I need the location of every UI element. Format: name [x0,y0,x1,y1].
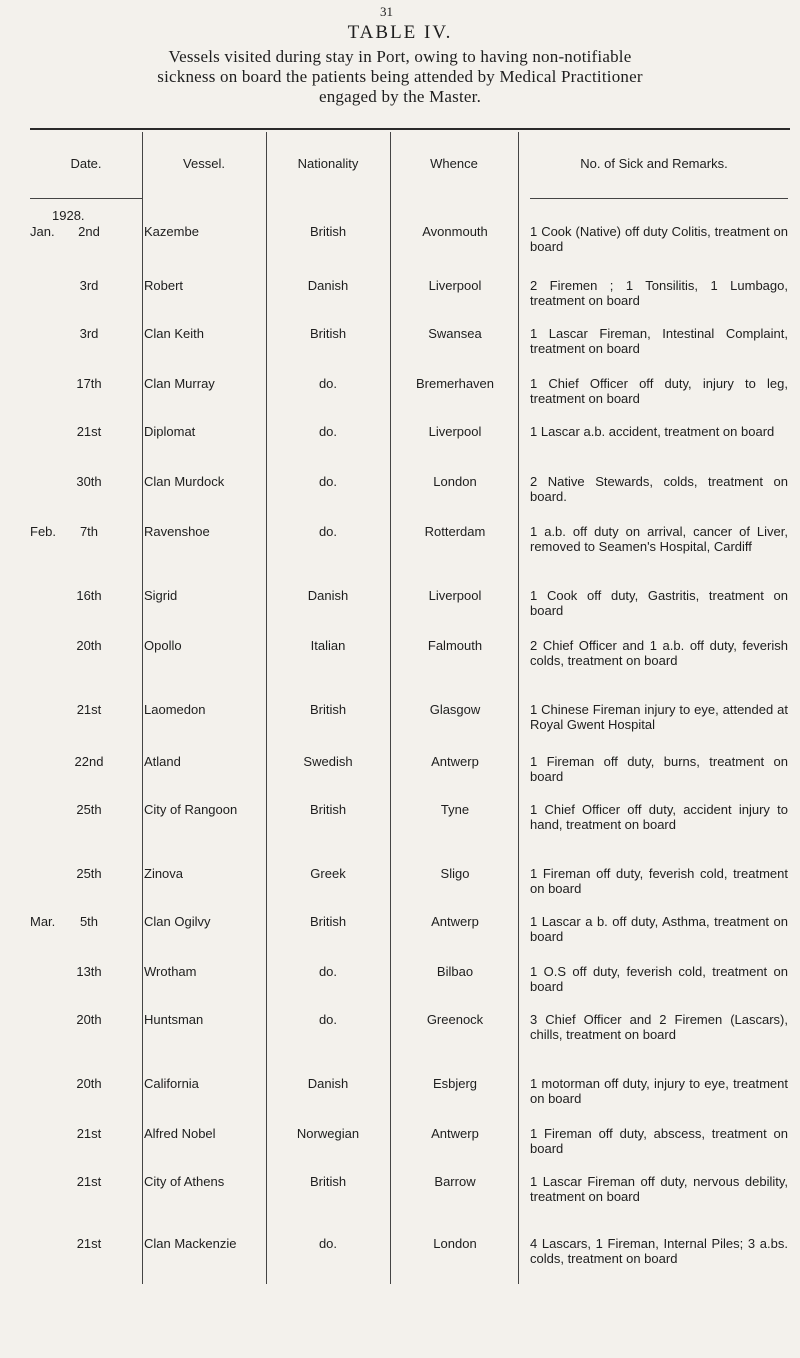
vessel-name: Clan Murray [144,376,215,391]
whence: Liverpool [428,424,482,439]
nationality: Norwegian [296,1126,360,1141]
nationality: do. [318,1012,338,1027]
nationality: British [309,802,347,817]
whence: Bremerhaven [415,376,495,391]
column-divider [518,132,519,1284]
nationality: Greek [310,866,346,881]
date-day: 20th [76,1012,102,1027]
column-divider [142,132,143,1284]
remarks: 1 Lascar Fireman, Intestinal Complaint, treatment on board [530,326,788,356]
whence: Liverpool [428,278,482,293]
nationality: British [309,224,347,239]
vessel-name: Alfred Nobel [144,1126,216,1141]
caption-line: sickness on board the patients being attended by Medical Practitioner [157,67,643,86]
nationality: do. [318,1236,338,1251]
remarks: 1 a.b. off duty on arrival, cancer of Liver, removed to Seamen's Hospital, Cardiff [530,524,788,554]
caption-line: engaged by the Master. [318,87,482,106]
page-number: 31 [380,4,393,19]
year-label: 1928. [52,208,85,223]
date-day: 5th [79,914,99,929]
vessel-name: California [144,1076,199,1091]
remarks: 1 Cook off duty, Gastritis, treatment on board [530,588,788,618]
remarks: 1 Lascar a b. off duty, Asthma, treatment on board [530,914,788,944]
table-caption [30,47,770,107]
remarks: 1 Chinese Fireman injury to eye, attended at Royal Gwent Hospital [530,702,788,732]
date-day: 21st [76,1174,102,1189]
vessel-name: Ravenshoe [144,524,210,539]
whence: London [433,1236,477,1251]
nationality: British [309,1174,347,1189]
header-rule [530,198,788,199]
vessel-name: Robert [144,278,184,293]
nationality: do. [318,524,338,539]
whence: Glasgow [429,702,481,717]
nationality: do. [318,964,338,979]
column-divider [390,132,391,1284]
date-day: 7th [79,524,99,539]
whence: Tyne [440,802,470,817]
whence: Barrow [434,1174,476,1189]
date-day: 16th [76,588,102,603]
vessel-name: Huntsman [144,1012,204,1027]
table-top-rule [30,128,790,130]
date-day: 21st [76,1236,102,1251]
vessel-name: Atland [144,754,181,769]
date-day: 21st [76,424,102,439]
whence: Bilbao [436,964,474,979]
header-nationality: Nationality [297,156,359,171]
vessel-name: Clan Keith [144,326,204,341]
whence: Sligo [440,866,470,881]
date-day: 3rd [79,278,99,293]
remarks: 1 O.S off duty, feverish cold, treatment on board [530,964,788,994]
remarks: 2 Firemen ; 1 Tonsilitis, 1 Lumbago, treatment on board [530,278,788,308]
date-month: Mar. [30,914,56,929]
whence: Falmouth [427,638,483,653]
nationality: Danish [307,588,349,603]
header-date: Date. [70,156,102,171]
vessel-name: Clan Mackenzie [144,1236,237,1251]
vessel-name: Clan Murdock [144,474,225,489]
remarks: 1 Fireman off duty, burns, treatment on board [530,754,788,784]
date-day: 20th [76,638,102,653]
caption-line: Vessels visited during stay in Port, owing to having non-notifiable [168,47,632,66]
nationality: British [309,914,347,929]
vessel-name: Sigrid [144,588,178,603]
whence: Avonmouth [422,224,488,239]
header-remarks: No. of Sick and Remarks. [580,156,728,171]
date-day: 2nd [78,224,100,239]
nationality: Danish [307,278,349,293]
nationality: do. [318,424,338,439]
whence: Swansea [428,326,482,341]
vessel-name: Opollo [144,638,182,653]
date-day: 3rd [79,326,99,341]
vessel-name: Diplomat [144,424,196,439]
date-day: 22nd [74,754,104,769]
whence: Esbjerg [432,1076,478,1091]
nationality: British [309,326,347,341]
header-vessel: Vessel. [183,156,225,171]
vessel-name: City of Rangoon [144,802,238,817]
date-day: 20th [76,1076,102,1091]
date-day: 21st [76,702,102,717]
remarks: 1 Lascar a.b. accident, treatment on board [530,424,775,439]
header-whence: Whence [430,156,478,171]
nationality: Swedish [303,754,353,769]
date-day: 25th [76,866,102,881]
whence: Liverpool [428,588,482,603]
remarks: 3 Chief Officer and 2 Firemen (Lascars), chills, treatment on board [530,1012,788,1042]
header-rule [30,198,142,199]
whence: Antwerp [431,754,479,769]
date-day: 17th [76,376,102,391]
vessel-name: City of Athens [144,1174,225,1189]
whence: Rotterdam [424,524,486,539]
remarks: 1 Chief Officer off duty, accident injury to hand, treatment on board [530,802,788,832]
whence: Greenock [426,1012,484,1027]
remarks: 1 motorman off duty, injury to eye, treatment on board [530,1076,788,1106]
date-day: 25th [76,802,102,817]
remarks: 1 Chief Officer off duty, injury to leg, treatment on board [530,376,788,406]
vessel-name: Wrotham [144,964,197,979]
nationality: do. [318,474,338,489]
date-month: Feb. [30,524,57,539]
date-day: 21st [76,1126,102,1141]
nationality: British [309,702,347,717]
date-day: 13th [76,964,102,979]
remarks: 2 Native Stewards, colds, treatment on board. [530,474,788,504]
vessel-name: Zinova [144,866,184,881]
nationality: Italian [310,638,346,653]
whence: Antwerp [431,914,479,929]
column-divider [266,132,267,1284]
vessel-name: Kazembe [144,224,199,239]
sickness-table [30,128,790,1358]
remarks: 1 Cook (Native) off duty Colitis, treatment on board [530,224,788,254]
nationality: do. [318,376,338,391]
whence: London [433,474,477,489]
date-month: Jan. [30,224,55,239]
table-title: TABLE IV. [347,22,453,43]
nationality: Danish [307,1076,349,1091]
remarks: 1 Lascar Fireman off duty, nervous debility, treatment on board [530,1174,788,1204]
date-day: 30th [76,474,102,489]
remarks: 1 Fireman off duty, feverish cold, treatment on board [530,866,788,896]
remarks: 1 Fireman off duty, abscess, treatment on board [530,1126,788,1156]
vessel-name: Clan Ogilvy [144,914,211,929]
remarks: 2 Chief Officer and 1 a.b. off duty, feverish colds, treatment on board [530,638,788,668]
whence: Antwerp [431,1126,479,1141]
remarks: 4 Lascars, 1 Fireman, Internal Piles; 3 a.bs. colds, treatment on board [530,1236,788,1266]
vessel-name: Laomedon [144,702,206,717]
